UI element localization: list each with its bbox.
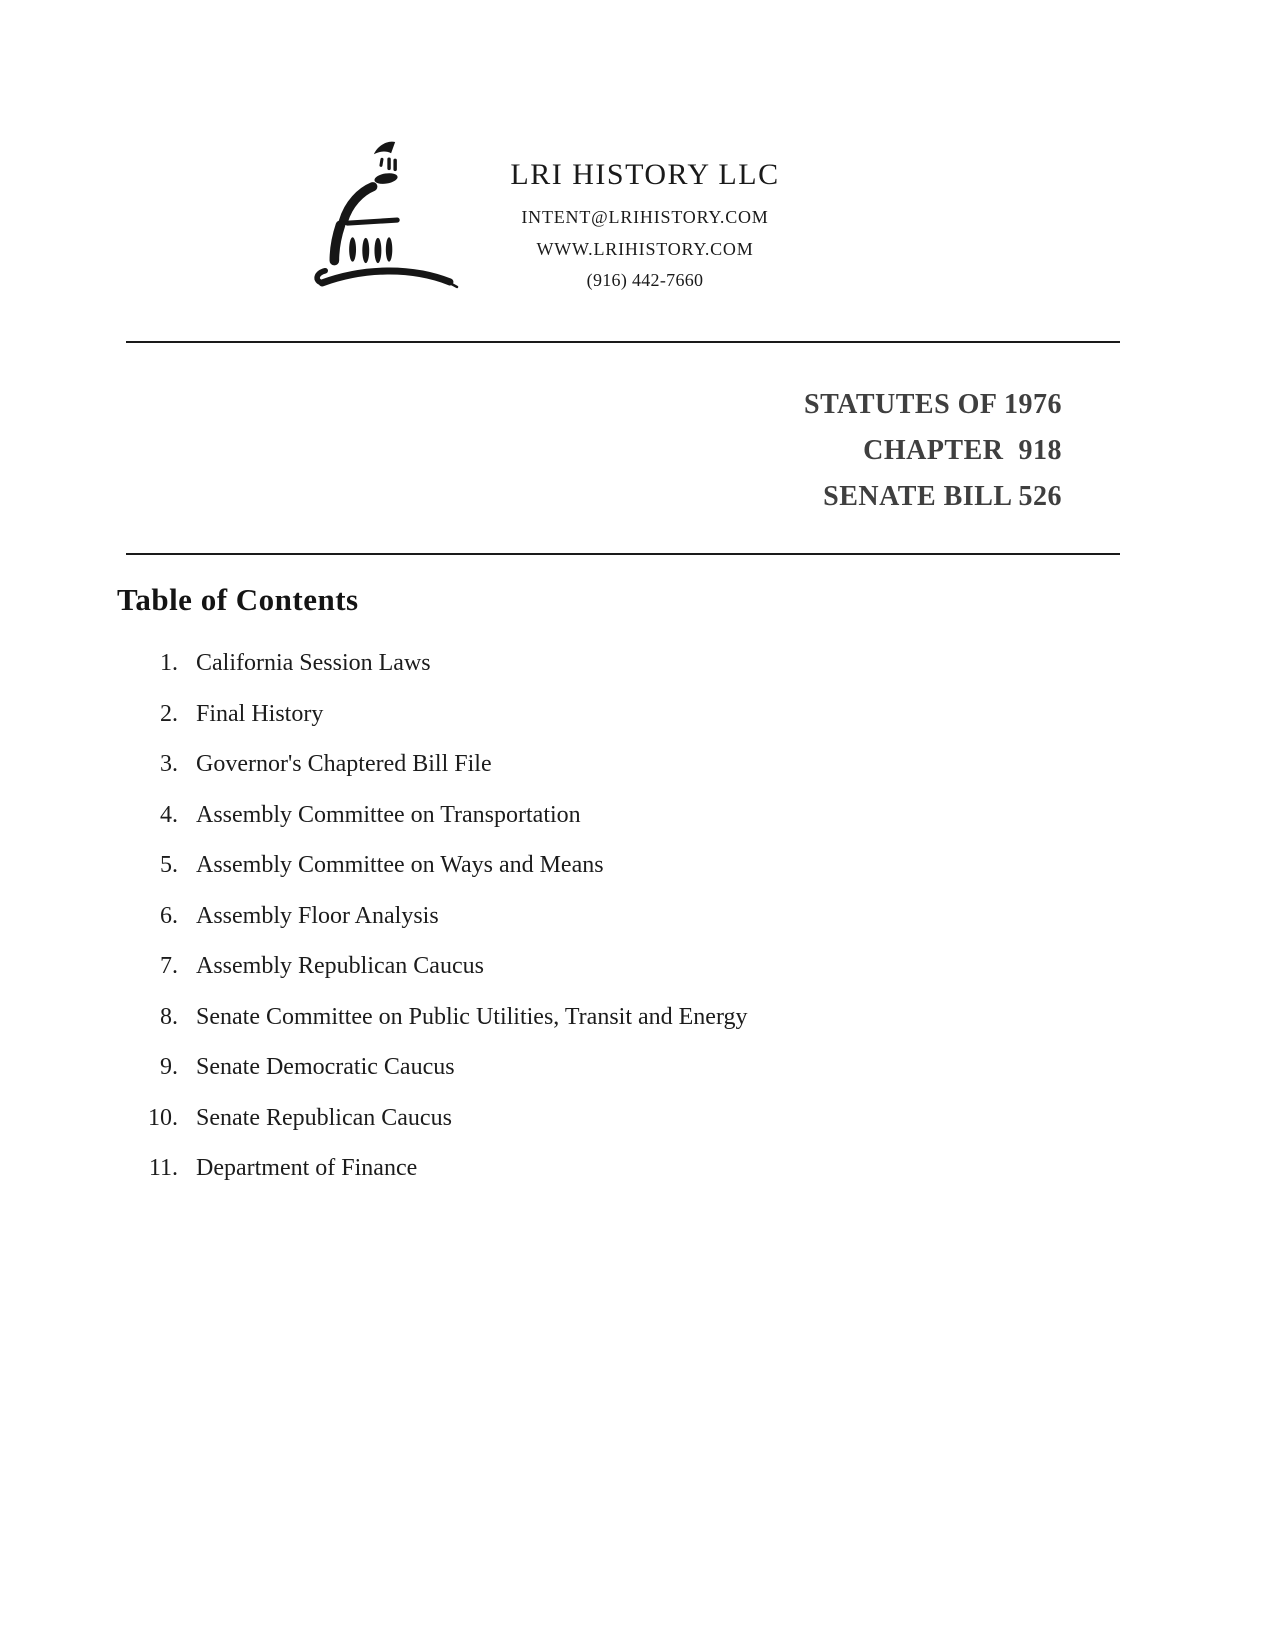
toc-heading: Table of Contents (117, 582, 359, 617)
toc-item-number: 6. (160, 902, 178, 929)
toc-item-label: Senate Democratic Caucus (196, 1054, 455, 1080)
toc-list-item (0, 1054, 1100, 1105)
toc-item-number: 4. (160, 801, 178, 828)
toc-list (0, 650, 1100, 1206)
toc-item-number: 9. (160, 1054, 178, 1080)
toc-item-label: Assembly Committee on Ways and Means (196, 852, 604, 878)
toc-item-label: Governor's Chaptered Bill File (196, 751, 492, 777)
toc-item-label: Senate Republican Caucus (196, 1104, 452, 1131)
toc-list-item (0, 1155, 1100, 1206)
statutes-year-line: STATUTES OF 1976 (804, 389, 1062, 420)
toc-list-item (0, 650, 1100, 701)
toc-item-label: Assembly Committee on Transportation (196, 801, 581, 828)
toc-list-item (0, 1004, 1100, 1055)
toc-item-number: 5. (160, 852, 178, 878)
company-email: INTENT@LRIHISTORY.COM (521, 207, 769, 227)
toc-item-number: 8. (160, 1003, 178, 1030)
company-phone: (916) 442-7660 (586, 270, 704, 290)
senate-bill-line: SENATE BILL 526 (823, 481, 1062, 512)
toc-list-item (0, 852, 1100, 903)
toc-item-number: 10. (148, 1104, 178, 1131)
toc-list-item (0, 953, 1100, 1004)
toc-item-label: Assembly Floor Analysis (196, 902, 439, 929)
toc-item-label: Department of Finance (196, 1155, 418, 1181)
divider-rule-top (126, 341, 1120, 343)
toc-list-item (0, 701, 1100, 752)
toc-item-label: Assembly Republican Caucus (196, 953, 484, 979)
toc-item-number: 2. (160, 700, 178, 727)
toc-item-number: 1. (160, 650, 178, 676)
toc-list-item (0, 751, 1100, 802)
company-name: LRI HISTORY LLC (510, 158, 780, 191)
toc-list-item (0, 1105, 1100, 1156)
toc-item-number: 11. (148, 1155, 178, 1181)
toc-list-item (0, 903, 1100, 954)
toc-list-item (0, 802, 1100, 853)
toc-item-label: California Session Laws (196, 650, 431, 676)
toc-item-label: Senate Committee on Public Utilities, Transit and Energy (196, 1003, 748, 1030)
divider-rule-bottom (126, 553, 1120, 555)
toc-item-number: 3. (160, 751, 178, 777)
chapter-line: CHAPTER 918 (863, 435, 1062, 466)
toc-item-number: 7. (160, 953, 178, 979)
statute-title-block (804, 382, 1062, 520)
company-website: WWW.LRIHISTORY.COM (536, 239, 754, 259)
toc-item-label: Final History (196, 700, 324, 727)
